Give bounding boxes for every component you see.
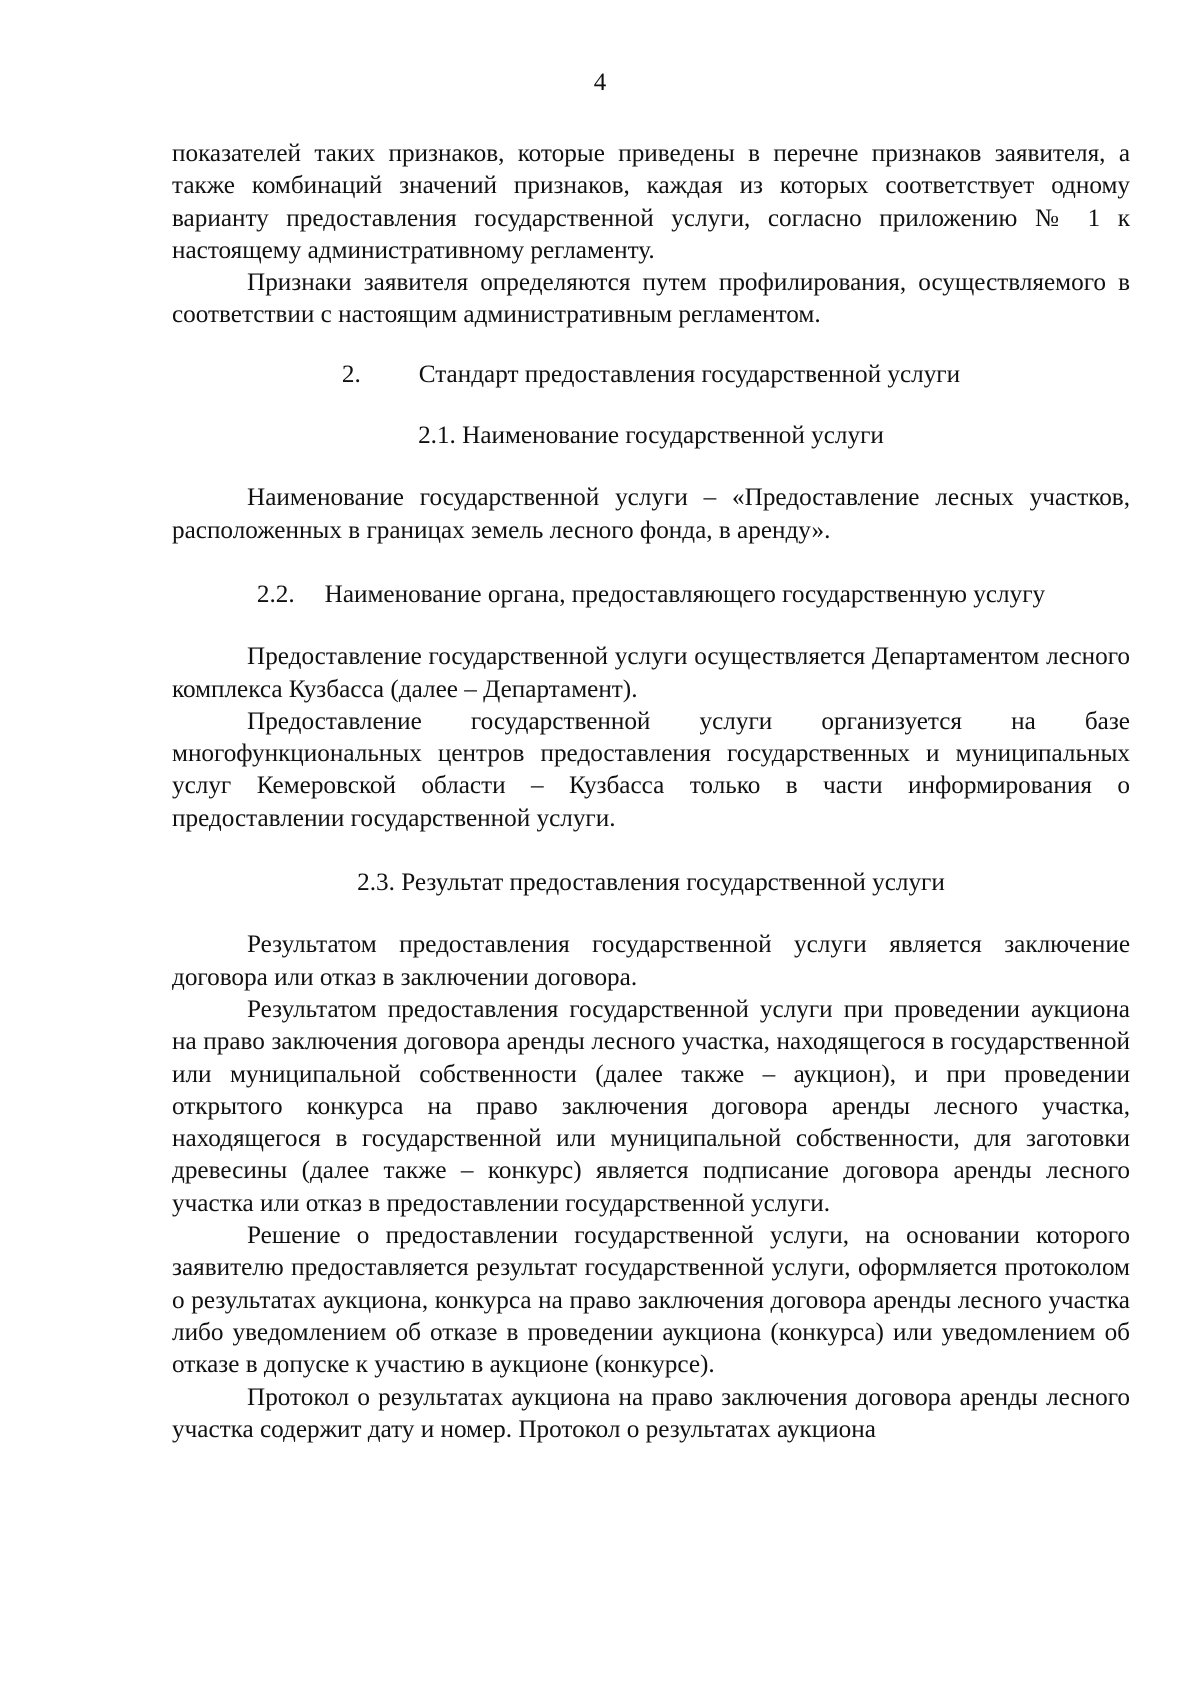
document-body — [172, 138, 1130, 1446]
paragraph-decision: Решение о предоставлении государственной услуги, на основании которого заявителю предоставляется результат государственной услуги, оформляется протоколом о результатах аукциона, конкурса на право заключения договора аренды лесного участка либо уведомлением об отказе в проведении аукциона (конкурса) или уведомлением об отказе в допуске к участию в аукционе (конкурсе). — [172, 1222, 1130, 1379]
subsection-number: 2.2. — [256, 580, 295, 608]
section-heading-2 — [172, 359, 1130, 391]
paragraph-service-name: Наименование государственной услуги – «Предоставление лесных участков, расположенных в границах земель лесного фонда, в аренду». — [172, 484, 1130, 544]
paragraph-auction-result: Результатом предоставления государственной услуги при проведении аукциона на право заключения договора аренды лесного участка, находящегося в государственной или муниципальной собственности (далее также – аукцион), и при проведении открытого конкурса на право заключения договора аренды лесного участка, находящегося в государственной или муниципальной собственности, для заготовки древесины (далее также – конкурс) является подписание договора аренды лесного участка или отказ в предоставлении государственной услуги. — [172, 995, 1130, 1217]
paragraph-applicant-signs: Признаки заявителя определяются путем профилирования, осуществляемого в соответствии с настоящим административным регламентом. — [172, 269, 1130, 329]
paragraph-mfc: Предоставление государственной услуги организуется на базе многофункциональных центров предоставления государственных и муниципальных услуг Кемеровской области – Кузбасса только в части информирования о предоставлении государственной услуги. — [172, 707, 1130, 832]
paragraph-signs-list: показателей таких признаков, которые приведены в перечне признаков заявителя, а также комбинаций значений признаков, каждая из которых соответствует одному варианту предоставления государственной услуги, согласно приложению № 1 к настоящему административному регламенту. — [172, 140, 1130, 264]
paragraph-protocol: Протокол о результатах аукциона на право заключения договора аренды лесного участка содержит дату и номер. Протокол о результатах аукциона — [172, 1383, 1130, 1443]
subsection-heading-2-3: 2.3. Результат предоставления государственной услуги — [357, 869, 945, 897]
paragraph-result: Результатом предоставления государственной услуги является заключение договора или отказ в заключении договора. — [172, 931, 1130, 991]
subsection-heading-2-1: 2.1. Наименование государственной услуги — [418, 422, 884, 450]
subsection-title: Наименование органа, предоставляющего государственную услугу — [324, 580, 1046, 608]
subsection-heading-2-2 — [172, 579, 1130, 611]
page-number: 4 — [593, 69, 607, 96]
section-number: 2. — [341, 360, 361, 388]
paragraph-department: Предоставление государственной услуги осуществляется Департаментом лесного комплекса Кузбасса (далее – Департамент). — [172, 643, 1130, 703]
section-title: Стандарт предоставления государственной услуги — [418, 360, 961, 388]
